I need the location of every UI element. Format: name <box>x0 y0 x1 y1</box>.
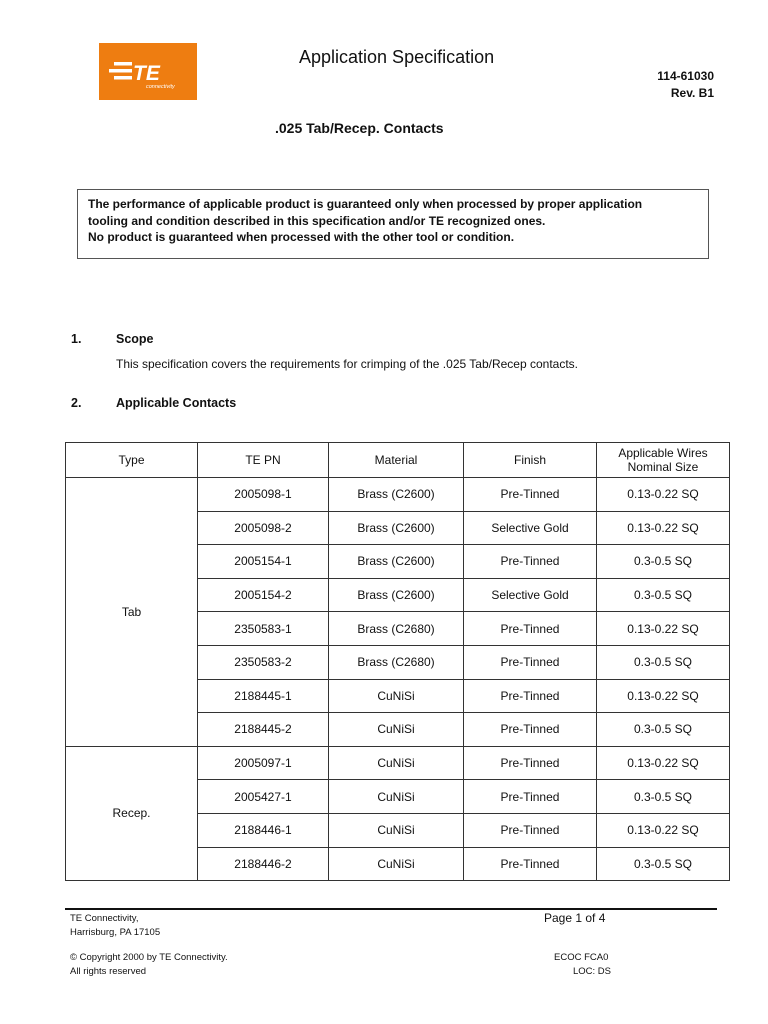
footer-ecoc: ECOC FCA0 <box>554 952 609 963</box>
finish-cell: Pre-Tinned <box>464 847 597 881</box>
material-cell: CuNiSi <box>329 713 464 747</box>
finish-cell: Pre-Tinned <box>464 645 597 679</box>
guarantee-notice <box>77 189 709 259</box>
section-2-title: Applicable Contacts <box>116 396 237 410</box>
table-body <box>66 478 730 881</box>
notice-line-3: No product is guaranteed when processed with the other tool or condition. <box>88 230 515 244</box>
wire-size-cell: 0.3-0.5 SQ <box>597 545 730 579</box>
wire-size-cell: 0.13-0.22 SQ <box>597 612 730 646</box>
type-cell: Recep. <box>66 746 198 880</box>
material-cell: CuNiSi <box>329 679 464 713</box>
finish-cell: Selective Gold <box>464 578 597 612</box>
section-1-body: This specification covers the requirements for crimping of the .025 Tab/Recep contacts. <box>116 357 579 371</box>
table-row <box>66 746 730 780</box>
finish-cell: Pre-Tinned <box>464 478 597 512</box>
wire-size-cell: 0.13-0.22 SQ <box>597 478 730 512</box>
finish-cell: Pre-Tinned <box>464 780 597 814</box>
finish-cell: Pre-Tinned <box>464 713 597 747</box>
header-type: Type <box>66 443 198 478</box>
finish-cell: Pre-Tinned <box>464 746 597 780</box>
te-pn-cell: 2005427-1 <box>198 780 329 814</box>
finish-cell: Pre-Tinned <box>464 679 597 713</box>
wire-size-cell: 0.3-0.5 SQ <box>597 847 730 881</box>
material-cell: Brass (C2680) <box>329 645 464 679</box>
type-cell: Tab <box>66 478 198 747</box>
finish-cell: Pre-Tinned <box>464 813 597 847</box>
section-1-title: Scope <box>116 332 154 346</box>
material-cell: CuNiSi <box>329 780 464 814</box>
footer-address: Harrisburg, PA 17105 <box>70 927 161 938</box>
header-material: Material <box>329 443 464 478</box>
logo-tagline: connectivity <box>146 84 175 90</box>
finish-cell: Selective Gold <box>464 511 597 545</box>
footer-loc: LOC: DS <box>573 966 612 977</box>
document-subject: .025 Tab/Recep. Contacts <box>275 120 444 136</box>
te-pn-cell: 2188446-2 <box>198 847 329 881</box>
wire-size-cell: 0.3-0.5 SQ <box>597 713 730 747</box>
document-revision: Rev. B1 <box>670 86 714 100</box>
te-pn-cell: 2005097-1 <box>198 746 329 780</box>
te-pn-cell: 2350583-1 <box>198 612 329 646</box>
wire-size-cell: 0.3-0.5 SQ <box>597 578 730 612</box>
header-wire-size: Applicable Wires Nominal Size <box>597 443 730 478</box>
logo-text: TE <box>133 62 160 85</box>
table-header-row <box>66 443 730 478</box>
material-cell: CuNiSi <box>329 746 464 780</box>
finish-cell: Pre-Tinned <box>464 612 597 646</box>
table-row <box>66 478 730 512</box>
te-logo-mark <box>99 43 197 100</box>
footer-company: TE Connectivity, <box>70 913 139 924</box>
te-logo <box>99 43 197 100</box>
finish-cell: Pre-Tinned <box>464 545 597 579</box>
notice-line-1: The performance of applicable product is guaranteed only when processed by proper application <box>88 197 643 211</box>
document-title: Application Specification <box>299 47 495 67</box>
material-cell: Brass (C2600) <box>329 545 464 579</box>
material-cell: Brass (C2680) <box>329 612 464 646</box>
te-pn-cell: 2005098-1 <box>198 478 329 512</box>
te-pn-cell: 2188445-1 <box>198 679 329 713</box>
footer-divider <box>65 908 717 910</box>
te-pn-cell: 2188446-1 <box>198 813 329 847</box>
te-pn-cell: 2188445-2 <box>198 713 329 747</box>
te-pn-cell: 2005098-2 <box>198 511 329 545</box>
te-pn-cell: 2005154-2 <box>198 578 329 612</box>
section-1-number: 1. <box>71 332 82 346</box>
header-finish: Finish <box>464 443 597 478</box>
te-pn-cell: 2005154-1 <box>198 545 329 579</box>
material-cell: CuNiSi <box>329 847 464 881</box>
section-2-number: 2. <box>71 396 82 410</box>
footer-rights: All rights reserved <box>70 966 147 977</box>
wire-size-cell: 0.13-0.22 SQ <box>597 746 730 780</box>
applicable-contacts-table <box>65 442 730 881</box>
wire-size-cell: 0.13-0.22 SQ <box>597 813 730 847</box>
te-pn-cell: 2350583-2 <box>198 645 329 679</box>
wire-size-cell: 0.3-0.5 SQ <box>597 780 730 814</box>
material-cell: Brass (C2600) <box>329 578 464 612</box>
footer-copyright: © Copyright 2000 by TE Connectivity. <box>70 952 228 963</box>
document-number: 114-61030 <box>657 69 714 83</box>
wire-size-cell: 0.3-0.5 SQ <box>597 645 730 679</box>
wire-size-cell: 0.13-0.22 SQ <box>597 679 730 713</box>
material-cell: CuNiSi <box>329 813 464 847</box>
notice-line-2: tooling and condition described in this specification and/or TE recognized ones. <box>88 213 546 228</box>
material-cell: Brass (C2600) <box>329 478 464 512</box>
wire-size-cell: 0.13-0.22 SQ <box>597 511 730 545</box>
page-number: Page 1 of 4 <box>544 911 606 925</box>
material-cell: Brass (C2600) <box>329 511 464 545</box>
header-te-pn: TE PN <box>198 443 329 478</box>
